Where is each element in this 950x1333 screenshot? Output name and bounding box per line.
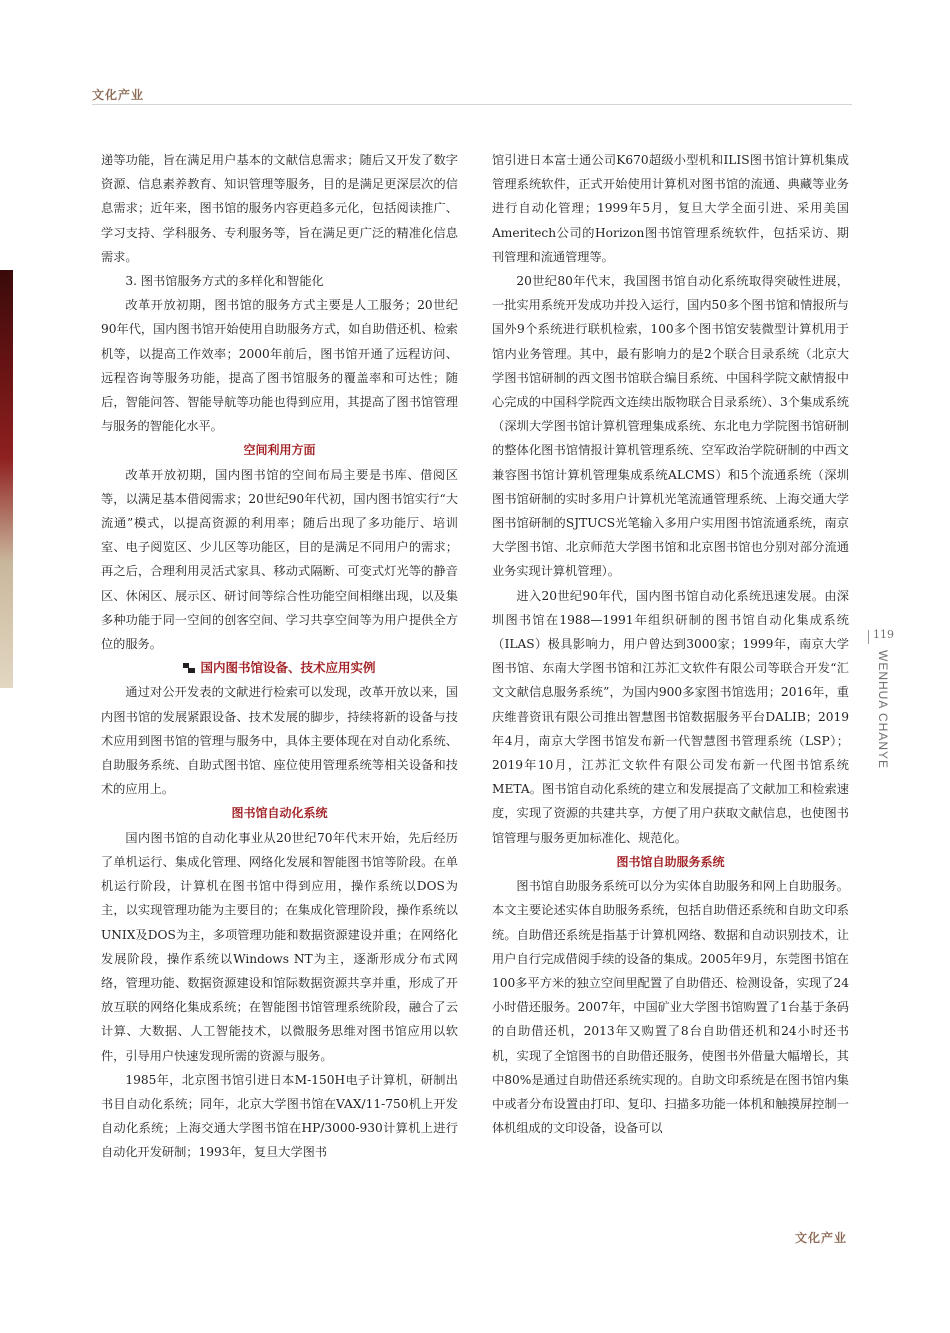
- header-rule: [92, 104, 852, 105]
- section-marker-icon: [183, 663, 195, 673]
- page-edge-band: [0, 270, 13, 688]
- paragraph: 国内图书馆的自动化事业从20世纪70年代末开始，先后经历了单机运行、集成化管理、网络化发展和智能图书馆等阶段。在单机运行阶段，计算机在图书馆中得到应用，操作系统以DOS为主，以实现管理功能为主要目的；在集成化管理阶段，操作系统以UNIX及DOS为主，多项管理功能和数据资源建设并重；在网络化发展阶段，操作系统以Windows NT为主，逐渐形成分布式网络，管理功能、数据资源建设和馆际数据资源共享并重，形成了开放互联的网络化集成系统；在智能图书馆管理系统阶段，融合了云计算、大数据、人工智能技术，以微服务思维对图书馆应用以软件，引导用户快速发现所需的资源与服务。: [101, 830, 458, 1063]
- subsection-heading: 空间利用方面: [243, 443, 316, 458]
- paragraph: 改革开放初期，图书馆的服务方式主要是人工服务；20世纪90年代，国内图书馆开始使用自助服务方式，如自助借还机、检索机等，以提高工作效率；2000年前后，图书馆开通了远程访问、远程咨询等服务功能，提高了图书馆服务的覆盖率和可达性；随后，智能问答、智能导航等功能也得到应用，其提高了图书馆管理与服务的智能化水平。: [101, 298, 458, 434]
- left-column: [101, 148, 458, 1165]
- section-heading: [101, 656, 458, 680]
- paragraph: 改革开放初期，国内图书馆的空间布局主要是书库、借阅区等，以满足基本借阅需求；20世纪90年代初，国内图书馆实行“大流通”模式，以提高资源的利用率；随后出现了多功能厅、培训室、电子阅览区、少儿区等功能区，目的是满足不同用户的需求；再之后，合理利用灵活式家具、移动式隔断、可变式灯光等的静音区、休闲区、展示区、研讨间等综合性功能空间相继出现，以及集多种功能于同一空间的创客空间、学习共享空间等为用户提供全方位的服务。: [101, 467, 458, 652]
- paragraph: 馆引进日本富士通公司K670超级小型机和ILIS图书馆计算机集成管理系统软件，正式开始使用计算机对图书馆的流通、典藏等业务进行自动化管理；1999年5月，复旦大学全面引进、采用美国Ameritech公司的Horizon图书馆管理系统软件，包括采访、期刊管理和流通管理等。: [492, 153, 849, 264]
- subsection-heading: 图书馆自助服务系统: [616, 854, 725, 869]
- side-divider: [868, 630, 869, 644]
- paragraph: 图书馆自助服务系统可以分为实体自助服务和网上自助服务。本文主要论述实体自助服务系统，包括自助借还系统和自助文印系统。自助借还系统是指基于计算机网络、数据和自动识别技术，让用户自行完成借阅手续的设备的集成。2005年9月，东莞图书馆在100多平方米的独立空间里配置了自助借还、检测设备，实现了24小时借还服务。2007年，中国矿业大学图书馆购置了1台基于条码的自助借还机，2013年又购置了8台自助借还机和24小时还书机，实现了全馆图书的自助借还服务，使图书外借量大幅增长，其中80%是通过自助借还系统实现的。自助文印系统是在图书馆内集中或者分布设置由打印、复印、扫描多功能一体机和触摸屏控制一体机组成的文印设备，设备可以: [492, 879, 849, 1136]
- subsection-heading: 图书馆自动化系统: [231, 806, 328, 821]
- paragraph: 通过对公开发表的文献进行检索可以发现，改革开放以来，国内图书馆的发展紧跟设备、技术发展的脚步，持续将新的设备与技术应用到图书馆的管理与服务中，具体主要体现在对自动化系统、自助服务系统、自助式图书馆、座位使用管理系统等相关设备和技术的应用上。: [101, 685, 458, 797]
- running-header: 文化产业: [92, 88, 145, 102]
- section-heading-text: 国内图书馆设备、技术应用实例: [200, 661, 376, 676]
- paragraph: 1985年，北京图书馆引进日本M-150H电子计算机，研制出书目自动化系统；同年，北京大学图书馆在VAX/11-750机上开发自动化系统；上海交通大学图书馆在HP/3000-930计算机上进行自动化开发研制；1993年，复旦大学图书: [101, 1072, 458, 1160]
- side-journal-title: WENHUA CHANYE: [876, 650, 890, 770]
- paragraph: 进入20世纪90年代，国内图书馆自动化系统迅速发展。由深圳图书馆在1988—1991年组织研制的图书馆自动化集成系统（ILAS）极具影响力，用户曾达到3000家；1999年，南京大学图书馆、东南大学图书馆和江苏汇文软件有限公司等联合开发“汇文文献信息服务系统”，为国内900多家图书馆选用；2016年，重庆维普资讯有限公司推出智慧图书馆数据服务平台DALIB；2019年4月，南京大学图书馆发布新一代智慧图书管理系统（LSP）；2019年10月，江苏汇文软件有限公司发布新一代图书馆系统META。图书馆自动化系统的建立和发展提高了文献加工和检索速度，实现了资源的共建共享，方便了用户获取文献信息，也使图书馆管理与服务更加标准化、规范化。: [492, 588, 849, 845]
- running-footer: 文化产业: [794, 1231, 847, 1245]
- right-column: [492, 148, 849, 1140]
- page-number: 119: [873, 628, 894, 641]
- numbered-heading: 3. 图书馆服务方式的多样化和智能化: [125, 274, 324, 289]
- paragraph: 递等功能，旨在满足用户基本的文献信息需求；随后又开发了数字资源、信息素养教育、知识管理等服务，目的是满足更深层次的信息需求；近年来，图书馆的服务内容更趋多元化，包括阅读推广、学习支持、学科服务、专利服务等，旨在满足更广泛的精准化信息需求。: [101, 153, 458, 264]
- paragraph: 20世纪80年代末，我国图书馆自动化系统取得突破性进展，一批实用系统开发成功并投入运行，国内50多个图书馆和情报所与国外9个系统进行联机检索，100多个图书馆安装微型计算机用于馆内业务管理。其中，最有影响力的是2个联合目录系统（北京大学图书馆研制的西文图书馆联合编目系统、中国科学院文献情报中心完成的中国科学院西文连续出版物联合目录系统）、3个集成系统（深圳大学图书馆计算机管理集成系统、东北电力学院图书馆研制的整体化图书馆情报计算机管理系统、空军政治学院研制的中西文兼容图书馆计算机管理集成系统ALCMS）和5个流通系统（深圳图书馆研制的实时多用户计算机光笔流通管理系统、上海交通大学图书馆研制的SJTUCS光笔输入多用户实用图书馆流通系统，南京大学图书馆、北京师范大学图书馆和北京图书馆也分别对部分流通业务实现计算机管理）。: [492, 274, 849, 579]
